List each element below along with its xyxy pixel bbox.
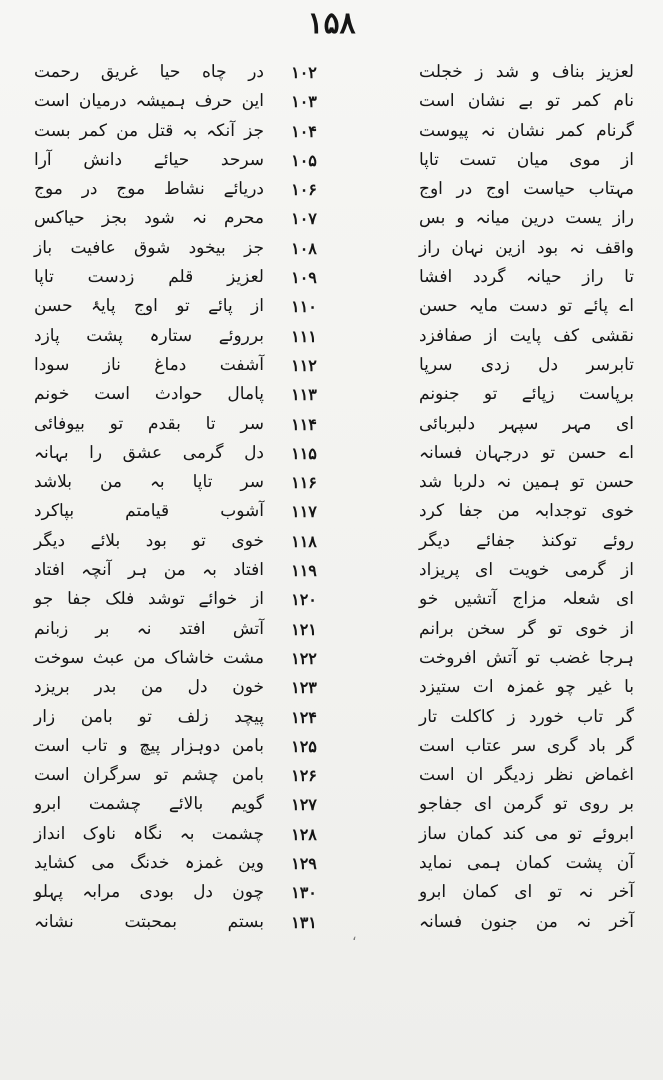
couplet — [34, 497, 634, 526]
first-hemistich: ابروئے تو می کند کمان ساز — [419, 823, 634, 844]
verse-number: ۱۱۵ — [291, 443, 317, 463]
second-hemistich: از خوائے توشد فلک جفا جو — [34, 589, 264, 610]
first-hemistich: لعزیز بناف و شد ز خجلت — [419, 62, 634, 82]
verse-number: ۱۰۹ — [291, 268, 317, 288]
verse-number: ۱۲۷ — [291, 795, 317, 815]
verse-number: ۱۱۷ — [291, 502, 317, 522]
verse-number: ۱۲۱ — [291, 619, 317, 639]
verse-number: ۱۱۳ — [291, 385, 317, 405]
couplet — [34, 117, 634, 146]
second-hemistich: چون دل بودی مرابہ پہلو — [34, 882, 264, 903]
second-hemistich: بامن دوہزار پیچ و تاب است — [34, 735, 264, 756]
couplet — [34, 380, 634, 409]
second-hemistich: جز آنکہ بہ قتل من کمر بست — [34, 120, 264, 141]
page-number: ۱۵۸ — [307, 6, 356, 41]
verse-number: ۱۱۰ — [291, 297, 317, 317]
second-hemistich: برروئے ستارہ پشت پازد — [34, 325, 264, 346]
couplet — [34, 908, 634, 937]
second-hemistich: آتش افتد نہ بر زبانم — [34, 618, 264, 639]
verse-number: ۱۲۶ — [291, 766, 317, 786]
couplet — [34, 732, 634, 761]
couplet — [34, 175, 634, 204]
second-hemistich: در چاه حیا غریق رحمت — [34, 62, 264, 82]
first-hemistich: حسن تو ہمین نہ دلربا شد — [419, 472, 634, 493]
second-hemistich: دل گرمی عشق را بہانہ — [34, 442, 264, 463]
couplet — [34, 263, 634, 292]
couplet — [34, 878, 634, 907]
couplet — [34, 204, 634, 233]
verse-number: ۱۲۵ — [291, 736, 317, 756]
couplet — [34, 468, 634, 497]
first-hemistich: آخر نہ من جنون فسانہ — [419, 911, 634, 932]
first-hemistich: از گرمی خویت ای پریزاد — [419, 560, 634, 581]
first-hemistich: تابرسر دل زدی سرپا — [419, 354, 634, 375]
verse-number: ۱۲۹ — [291, 854, 317, 874]
second-hemistich: چشمت بہ نگاہ ناوک انداز — [34, 823, 264, 844]
couplet — [34, 410, 634, 439]
second-hemistich: خوی تو بود بلائے دیگر — [34, 530, 264, 551]
first-hemistich: ای مہر سپہر دلبربائی — [419, 413, 634, 434]
first-hemistich: خوی توجدابہ من جفا کرد — [419, 501, 634, 522]
first-hemistich: راز یست درین میانہ و بس — [419, 208, 634, 229]
second-hemistich: سرحد حیائے دانش آرا — [34, 149, 264, 170]
verse-number: ۱۱۶ — [291, 473, 317, 493]
first-hemistich: اے حسن تو درجہان فسانہ — [419, 442, 634, 463]
couplet — [34, 703, 634, 732]
first-hemistich: آخر نہ تو ای کمان ابرو — [419, 882, 634, 903]
couplet — [34, 351, 634, 380]
couplet — [34, 790, 634, 819]
second-hemistich: بامن چشم تو سرگران است — [34, 765, 264, 786]
first-hemistich: از موی میان تست تاپا — [419, 149, 634, 170]
first-hemistich: با غیر چو غمزہ ات ستیزد — [419, 677, 634, 698]
couplet — [34, 615, 634, 644]
second-hemistich: افتاد بہ من ہر آنچہ افتاد — [34, 560, 264, 581]
second-hemistich: بستم بمحبتت نشانہ — [34, 911, 264, 932]
couplet — [34, 439, 634, 468]
verse-number: ۱۲۳ — [291, 678, 317, 698]
verse-number: ۱۱۱ — [291, 326, 317, 346]
first-hemistich: واقف نہ بود ازین نہان راز — [419, 237, 634, 258]
first-hemistich: نقشی کف پایت از صفافزد — [419, 325, 634, 346]
verse-number: ۱۰۳ — [291, 92, 317, 112]
first-hemistich: بر روی تو گرمن ای جفاجو — [419, 794, 634, 815]
second-hemistich: از پائے تو اوج پایۂ حسن — [34, 296, 264, 317]
first-hemistich: گر تاب خورد ز کاکلت تار — [419, 706, 634, 727]
first-hemistich: اے پائے تو دست مایہ حسن — [419, 296, 634, 317]
second-hemistich: سر تا بقدم تو بیوفائی — [34, 413, 264, 434]
second-hemistich: آشوب قیامتم بپاکرد — [34, 501, 264, 522]
couplet — [34, 820, 634, 849]
verse-number: ۱۱۹ — [291, 561, 317, 581]
couplet — [34, 292, 634, 321]
verse-number: ۱۲۲ — [291, 648, 317, 668]
first-hemistich: آن پشت کمان ہمی نماید — [419, 853, 634, 874]
second-hemistich: لعزیز قلم زدست تاپا — [34, 267, 264, 288]
couplet — [34, 234, 634, 263]
second-hemistich: سر تاپا بہ من بلاشد — [34, 472, 264, 493]
first-hemistich: مہتاب حیاست اوج در اوج — [419, 179, 634, 200]
second-hemistich: مشت خاشاک من عبث سوخت — [34, 647, 264, 668]
couplet — [34, 58, 634, 87]
verse-number: ۱۲۰ — [291, 590, 317, 610]
verse-list — [34, 58, 634, 937]
second-hemistich: محرم نہ شود بجز حیاکس — [34, 208, 264, 229]
second-hemistich: گویم بالائے چشمت ابرو — [34, 794, 264, 815]
verse-number: ۱۰۵ — [291, 150, 317, 170]
couplet — [34, 556, 634, 585]
second-hemistich: این حرف ہمیشہ درمیان است — [34, 91, 264, 112]
couplet — [34, 322, 634, 351]
verse-number: ۱۳۱ — [291, 912, 317, 932]
verse-number: ۱۱۸ — [291, 531, 317, 551]
couplet — [34, 849, 634, 878]
second-hemistich: جز بیخود شوق عافیت باز — [34, 237, 264, 258]
second-hemistich: خون دل من بدر بریزد — [34, 677, 264, 698]
second-hemistich: دریائے نشاط موج در موج — [34, 179, 264, 200]
verse-number: ۱۰۷ — [291, 209, 317, 229]
first-hemistich: برپاست زپائے تو جنونم — [419, 384, 634, 405]
first-hemistich: ہرجا غضب تو آتش افروخت — [419, 647, 634, 668]
verse-number: ۱۲۴ — [291, 707, 317, 727]
verse-number: ۱۰۶ — [291, 180, 317, 200]
first-hemistich: از خوی تو گر سخن برانم — [419, 618, 634, 639]
couplet — [34, 673, 634, 702]
first-hemistich: تا راز حیانہ گردد افشا — [419, 267, 634, 288]
verse-number: ۱۲۸ — [291, 824, 317, 844]
first-hemistich: گرنام کمر نشان نہ پیوست — [419, 120, 634, 141]
first-hemistich: نام کمر تو بے نشان است — [419, 91, 634, 112]
second-hemistich: وین غمزہ خدنگ می کشاید — [34, 853, 264, 874]
verse-number: ۱۰۸ — [291, 238, 317, 258]
second-hemistich: پامال حوادث است خونم — [34, 384, 264, 405]
verse-number: ۱۱۴ — [291, 414, 317, 434]
second-hemistich: آشفت دماغ ناز سودا — [34, 354, 264, 375]
first-hemistich: روئے توکنذ جفائے دیگر — [419, 530, 634, 551]
first-hemistich: اغماض نظر زدیگر ان است — [419, 765, 634, 786]
verse-number: ۱۳۰ — [291, 883, 317, 903]
couplet — [34, 761, 634, 790]
couplet — [34, 585, 634, 614]
verse-number: ۱۱۲ — [291, 355, 317, 375]
couplet — [34, 644, 634, 673]
couplet — [34, 527, 634, 556]
first-hemistich: ای شعلہ مزاج آتشیں خو — [419, 589, 634, 610]
verse-number: ۱۰۴ — [291, 121, 317, 141]
second-hemistich: پیچد زلف تو بامن زار — [34, 706, 264, 727]
first-hemistich: گر باد گری سر عتاب است — [419, 735, 634, 756]
verse-number: ۱۰۲ — [291, 63, 317, 82]
margin-mark: ، — [352, 928, 357, 944]
couplet — [34, 146, 634, 175]
couplet — [34, 87, 634, 116]
